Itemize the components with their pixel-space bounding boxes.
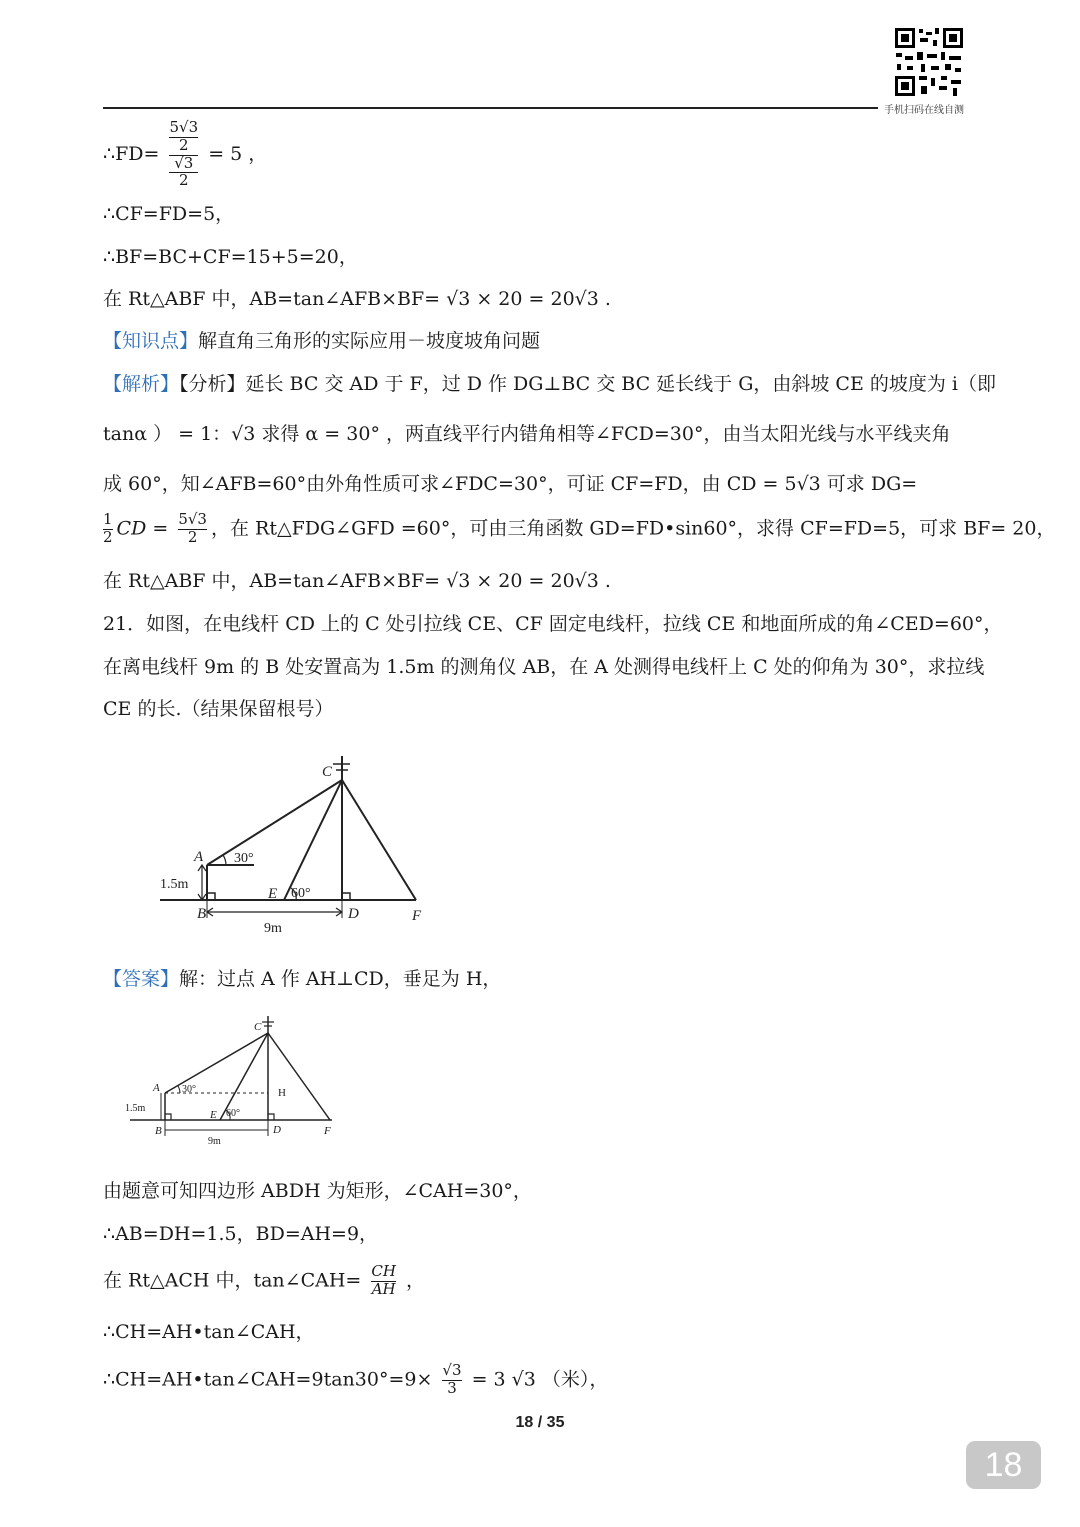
step5-suffix: = 3 √3 （米），	[471, 1368, 609, 1391]
label-c: C	[322, 764, 333, 780]
fd-equation	[103, 120, 267, 190]
solution-step-5	[103, 1363, 608, 1398]
question-line-1: 21．如图，在电线杆 CD 上的 C 处引拉线 CE、CF 固定电线杆，拉线 CE 和地面所成的角∠CED=60°，	[103, 613, 1003, 635]
fig2-label-a: A	[153, 1082, 160, 1094]
bf-line: ∴BF=BC+CF=15+5=20，	[103, 246, 358, 268]
label-e: E	[268, 886, 278, 902]
fd-fraction	[169, 120, 198, 190]
dg-fraction	[178, 512, 207, 547]
page-number: 18 / 35	[515, 1414, 565, 1431]
fd-prefix: ∴FD=	[103, 143, 160, 165]
qr-code[interactable]	[893, 26, 965, 98]
page-badge[interactable]: 18	[966, 1441, 1041, 1489]
step3-suffix: ，	[405, 1269, 425, 1292]
ab-line: 在 Rt△ABF 中，AB=tan∠AFB×BF= √3 × 20 = 20√3 .	[103, 288, 611, 310]
fd-denominator	[169, 153, 198, 190]
fig2-label-c: C	[254, 1021, 262, 1033]
label-a: A	[194, 849, 204, 865]
knowledge-point	[103, 332, 540, 351]
sqrt3-num: √3	[442, 1361, 462, 1379]
fd-den-bot: 2	[169, 172, 198, 189]
figure-2	[122, 1012, 340, 1146]
step3-prefix: 在 Rt△ACH 中，tan∠CAH=	[103, 1269, 362, 1292]
fig2-angle-a: 30°	[182, 1084, 196, 1095]
analysis-text-4: ，在 Rt△FDG∠GFD =60°，可由三角函数 GD=FD•sin60°，求得 CF=FD=5，可求 BF= 20，	[210, 517, 1056, 540]
label-b: B	[197, 906, 207, 922]
dg-num: 5√3	[178, 510, 207, 528]
fig2-distance: 9m	[208, 1136, 221, 1146]
fig2-label-f: F	[324, 1125, 331, 1137]
cf-line: ∴CF=FD=5，	[103, 203, 235, 225]
fd-num-bot: 2	[169, 137, 198, 154]
fd-numerator	[169, 120, 198, 154]
sqrt3-den: 3	[442, 1380, 461, 1397]
header-rule	[103, 107, 878, 109]
analysis-line-4	[103, 512, 1055, 547]
step5-prefix: ∴CH=AH•tan∠CAH=9tan30°=9×	[103, 1368, 433, 1391]
tan-den: AH	[371, 1279, 396, 1298]
question-line-2: 在离电线杆 9m 的 B 处安置高为 1.5m 的测角仪 AB，在 A 处测得电线杆上 C 处的仰角为 30°，求拉线	[103, 656, 985, 678]
answer-line	[103, 970, 501, 989]
knowledge-tag: 【知识点】	[103, 330, 199, 352]
analysis-line-2: tanα ） = 1：√3 求得 α = 30° ，两直线平行内错角相等∠FCD=30°，由当太阳光线与水平线夹角	[103, 423, 951, 445]
label-f: F	[412, 908, 422, 924]
question-line-3: CE 的长.（结果保留根号）	[103, 698, 334, 720]
analysis-tag: 【解析】	[103, 373, 180, 395]
fig2-height: 1.5m	[125, 1103, 146, 1114]
fd-result: = 5 ，	[208, 143, 268, 165]
answer-tag: 【答案】	[103, 968, 180, 990]
fig2-label-d: D	[273, 1124, 281, 1136]
tan-num: CH	[371, 1262, 396, 1280]
dg-den: 2	[178, 529, 207, 546]
analysis-text-1: 【分析】延长 BC 交 AD 于 F，过 D 作 DG⊥BC 交 BC 延长线于 G，由斜坡 CE 的坡度为 i（即	[179, 373, 996, 395]
tan-fraction	[371, 1264, 396, 1299]
figure-1	[150, 748, 440, 940]
fig2-label-b: B	[155, 1125, 162, 1137]
solution-step-3	[103, 1264, 425, 1299]
analysis-line-5: 在 Rt△ABF 中，AB=tan∠AFB×BF= √3 × 20 = 20√3 .	[103, 570, 611, 592]
solution-step-4: ∴CH=AH•tan∠CAH，	[103, 1321, 315, 1343]
solution-step-1: 由题意可知四边形 ABDH 为矩形，∠CAH=30°，	[103, 1180, 532, 1202]
half-fraction	[103, 512, 113, 547]
half-num: 1	[103, 510, 113, 528]
answer-text: 解：过点 A 作 AH⊥CD，垂足为 H，	[179, 968, 502, 990]
angle-e-label: 60°	[291, 886, 311, 901]
qr-caption: 手机扫码在线自测	[884, 105, 964, 116]
fd-den-top: √3	[174, 153, 194, 172]
angle-a-label: 30°	[234, 851, 254, 866]
sqrt3-fraction	[442, 1363, 461, 1398]
fig2-label-e: E	[210, 1109, 217, 1121]
solution-step-2: ∴AB=DH=1.5，BD=AH=9，	[103, 1223, 379, 1245]
knowledge-text: 解直角三角形的实际应用－坡度坡角问题	[198, 330, 541, 352]
analysis-line-3: 成 60°，知∠AFB=60°由外角性质可求∠FDC=30°，可证 CF=FD，由 CD = 5√3 可求 DG=	[103, 473, 918, 495]
fig2-angle-e: 60°	[226, 1108, 240, 1119]
fig2-label-h: H	[278, 1087, 286, 1099]
analysis-line-1	[103, 375, 996, 394]
fd-num-top: 5√3	[169, 118, 199, 136]
label-d: D	[348, 906, 359, 922]
distance-label: 9m	[264, 921, 282, 936]
cd-term: CD =	[116, 517, 169, 540]
half-den: 2	[103, 527, 113, 546]
height-label: 1.5m	[160, 877, 189, 892]
